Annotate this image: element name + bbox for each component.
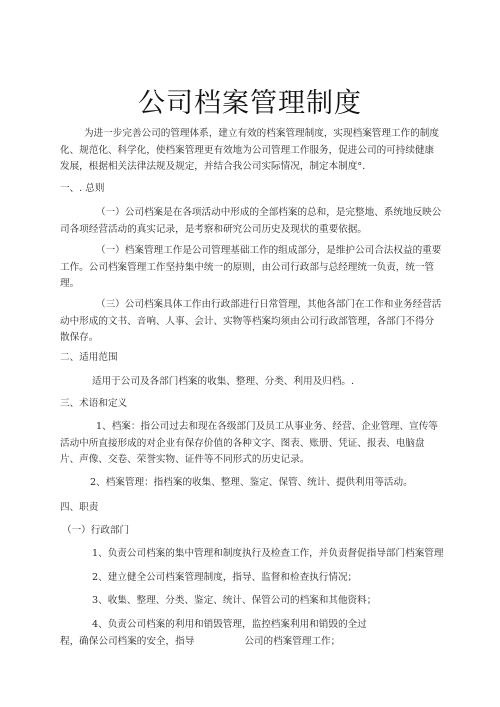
intro-paragraph: 为进一步完善公司的管理体系，建立有效的档案管理制度，实现档案管理工作的制度化、规范化、科学化，使档案管理更有效地为公司管理工作服务，促进公司的可持续健康发展，根据相关法律法规及规定，并结合我公司实际情况，制定本制度°． — [60, 128, 439, 172]
section4-item-4-continuation — [60, 634, 340, 650]
section1-item-3: （三）公司档案具体工作由行政部进行日常管理，其他各部门在工作和业务经营活动中形成的文书、音响、人事、会计、实物等档案均须由公司行政部管理，各部门不得分散保存。 — [60, 299, 442, 343]
section4-item-4: 4、负责公司档案的利用和销毁管理，监控档案利用和销毁的全过 — [92, 619, 367, 630]
section2-heading: 二、适用范围 — [60, 352, 118, 363]
document-title: 公司档案管理制度 — [138, 88, 362, 119]
section1-item-1: （一）公司档案是在各项活动中形成的全部档案的总和，是完整地、系统地反映公司各项经营活动的真实记录，是考察和研究公司历史及现状的重要依据。 — [60, 207, 442, 235]
section4-item-2: 2、建立健全公司档案管理制度，指导、监督和检查执行情况； — [92, 572, 358, 583]
section1-item-2: （一）档案管理工作是公司管理基础工作的组成部分，是维护公司合法权益的重要工作。公司档案管理工作坚持集中统一的原则，由公司行政部与总经理统一负责，统一管理。 — [60, 245, 442, 289]
section4-item-3: 3、收集、整理、分类、鉴定、统计、保管公司的档案和其他资料； — [92, 595, 377, 606]
section3-heading: 三、术语和定义 — [60, 398, 128, 409]
section3-item-1: 1、档案：指公司过去和现在各级部门及员工从事业务、经营、企业管理、宣传等活动中所直接形成的对企业有保存价值的各种文字、图表、账册、凭证、报表、电脑盘片、声像、交卷、荣誉实物、证件等不同形式的历史记录。 — [60, 421, 438, 465]
section4-item-1: 1、负责公司档案的集中管理和制度执行及检查工作，并负责督促指导部门档案管理 — [92, 548, 444, 559]
section3-item-2: 2、档案管理：指档案的收集、整理、鉴定、保管、统计、提供利用等活动。 — [90, 477, 413, 488]
section4-heading: 四、职责 — [60, 502, 99, 513]
section2-text: 适用于公司及各部门档案的收集、整理、分类、利用及归档。. — [92, 376, 355, 387]
continuation-left-text: 程，确保公司档案的安全，指导 — [60, 636, 195, 647]
continuation-right-text: 公司的档案管理工作； — [244, 636, 341, 647]
section4-subheading: （一）行政部门 — [62, 525, 130, 536]
section1-heading: 一、. 总则 — [60, 183, 105, 194]
